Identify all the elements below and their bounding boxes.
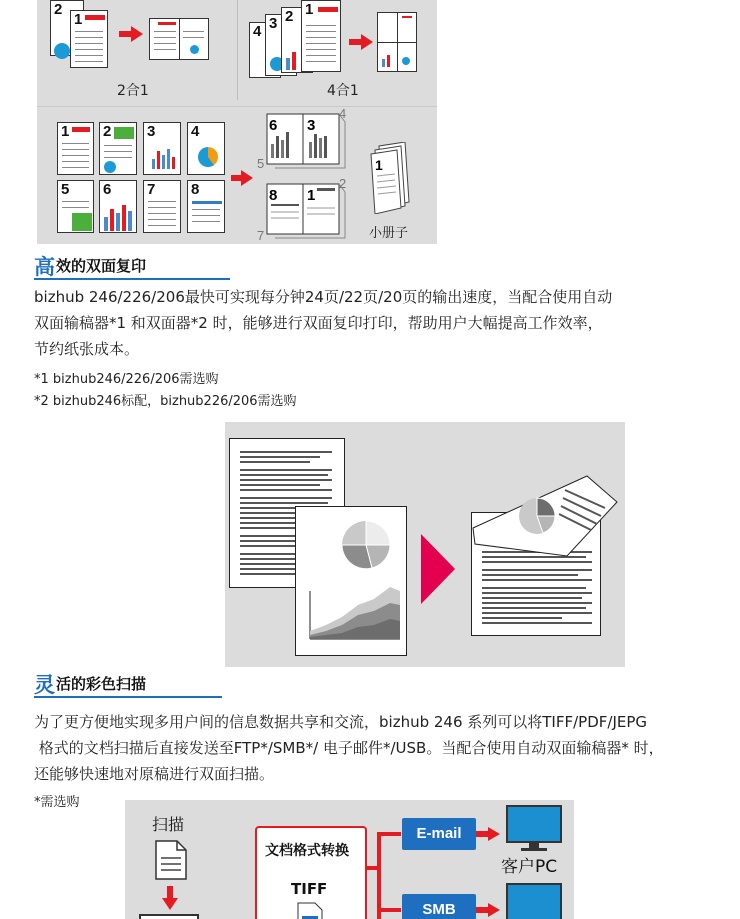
- svg-text:3: 3: [307, 117, 316, 134]
- source-page: [70, 10, 108, 68]
- booklet-spread-illustration: [255, 108, 351, 244]
- page-number: 1: [305, 1, 314, 18]
- monitor-icon: [505, 804, 563, 854]
- format-label: TIFF: [291, 880, 328, 898]
- document-icon: [155, 840, 187, 880]
- source-page: [99, 122, 137, 175]
- section-heading-scan: [34, 674, 222, 698]
- page-number: 4: [191, 123, 200, 140]
- convert-label: 文档格式转换: [265, 843, 349, 859]
- paragraph-line: 节约纸张成本。: [34, 340, 140, 358]
- footnote: *2 bizhub246标配，bizhub226/206需选购: [34, 394, 297, 409]
- result-page-4in1: [377, 12, 417, 72]
- heading-text: 活的彩色扫描: [56, 675, 147, 693]
- source-page: [57, 122, 94, 175]
- duplex-paragraph: [34, 284, 612, 362]
- footnote: *1 bizhub246/226/206需选购: [34, 372, 219, 387]
- svg-text:7: 7: [257, 228, 265, 243]
- svg-text:8: 8: [269, 187, 278, 204]
- smb-label: SMB: [422, 901, 456, 918]
- scan-flow-diagram: [125, 800, 574, 919]
- arrow-right-icon: [476, 903, 500, 917]
- paragraph-line: 格式的文档扫描后直接发送至FTP*/SMB*/ 电子邮件*/USB。当配合使用自动双面输稿器* 时，: [34, 739, 664, 757]
- paragraph-line: bizhub 246/226/206最快可实现每分钟24页/22页/20页的输出速度，当配合使用自动: [34, 288, 613, 306]
- source-page: [143, 180, 181, 233]
- svg-text:1: 1: [307, 187, 316, 204]
- client-pc-label: 客户PC: [501, 857, 558, 877]
- arrow-right-icon: [349, 34, 373, 50]
- paragraph-line: 双面输稿器*1 和双面器*2 时，能够进行双面复印打印，帮助用户大幅提高工作效率，: [34, 314, 603, 332]
- page-number: 2: [54, 1, 63, 18]
- page-number: 7: [147, 181, 156, 198]
- heading-first-char: 灵: [34, 673, 55, 697]
- source-page: [187, 122, 225, 175]
- arrow-right-icon: [231, 170, 253, 186]
- format-conversion-box: [255, 826, 367, 919]
- email-badge: [402, 818, 476, 850]
- chart-graphic: [296, 507, 408, 657]
- arrow-down-icon: [162, 886, 178, 910]
- scan-label: 扫描: [152, 815, 185, 834]
- arrow-right-icon: [119, 26, 143, 42]
- section-heading-duplex: [34, 256, 230, 280]
- page-number: 2: [103, 123, 112, 140]
- source-page: [57, 180, 94, 233]
- chart-document: [295, 506, 407, 656]
- svg-text:6: 6: [269, 117, 278, 134]
- duplex-copy-illustration: [225, 422, 625, 667]
- svg-text:5: 5: [257, 156, 265, 171]
- page-number: 2: [285, 8, 294, 25]
- booklet-icon: [369, 142, 413, 214]
- panel-divider: [237, 0, 238, 100]
- tiff-file-icon: [297, 902, 323, 919]
- caption-4in1: 4合1: [327, 83, 359, 99]
- svg-text:1: 1: [375, 157, 383, 173]
- paragraph-line: 还能够快速地对原稿进行双面扫描。: [34, 765, 275, 783]
- source-page: [99, 180, 137, 233]
- source-page: [187, 180, 225, 233]
- page-number: 8: [191, 181, 200, 198]
- smb-badge: [402, 894, 476, 919]
- caption-booklet: 小册子: [369, 226, 409, 241]
- source-page: [301, 0, 341, 72]
- monitor-icon: [505, 882, 563, 919]
- caption-2in1: 2合1: [117, 83, 149, 99]
- page-number: 4: [253, 23, 262, 40]
- page-number: 1: [74, 11, 83, 28]
- paragraph-line: 为了更方便地实现多用户间的信息数据共享和交流，bizhub 246 系列可以将TIFF/PDF/JEPG: [34, 713, 648, 731]
- heading-text: 效的双面复印: [56, 257, 147, 275]
- page-number: 5: [61, 181, 70, 198]
- svg-text:4: 4: [339, 108, 347, 121]
- source-page: [143, 122, 181, 175]
- panel-divider: [37, 106, 437, 107]
- flipping-page: [469, 472, 625, 562]
- svg-text:2: 2: [339, 176, 347, 191]
- footnote: *需选购: [34, 795, 80, 810]
- arrow-right-icon: [421, 534, 455, 604]
- arrow-right-icon: [476, 827, 500, 841]
- page-number: 1: [61, 123, 70, 140]
- scan-paragraph: [34, 709, 664, 787]
- page-number: 6: [103, 181, 112, 198]
- page-number: 3: [269, 15, 278, 32]
- nup-illustration-panel: [37, 0, 437, 244]
- page-number: 3: [147, 123, 156, 140]
- email-label: E-mail: [416, 825, 462, 842]
- heading-first-char: 高: [34, 255, 55, 279]
- result-page-2in1: [149, 18, 209, 60]
